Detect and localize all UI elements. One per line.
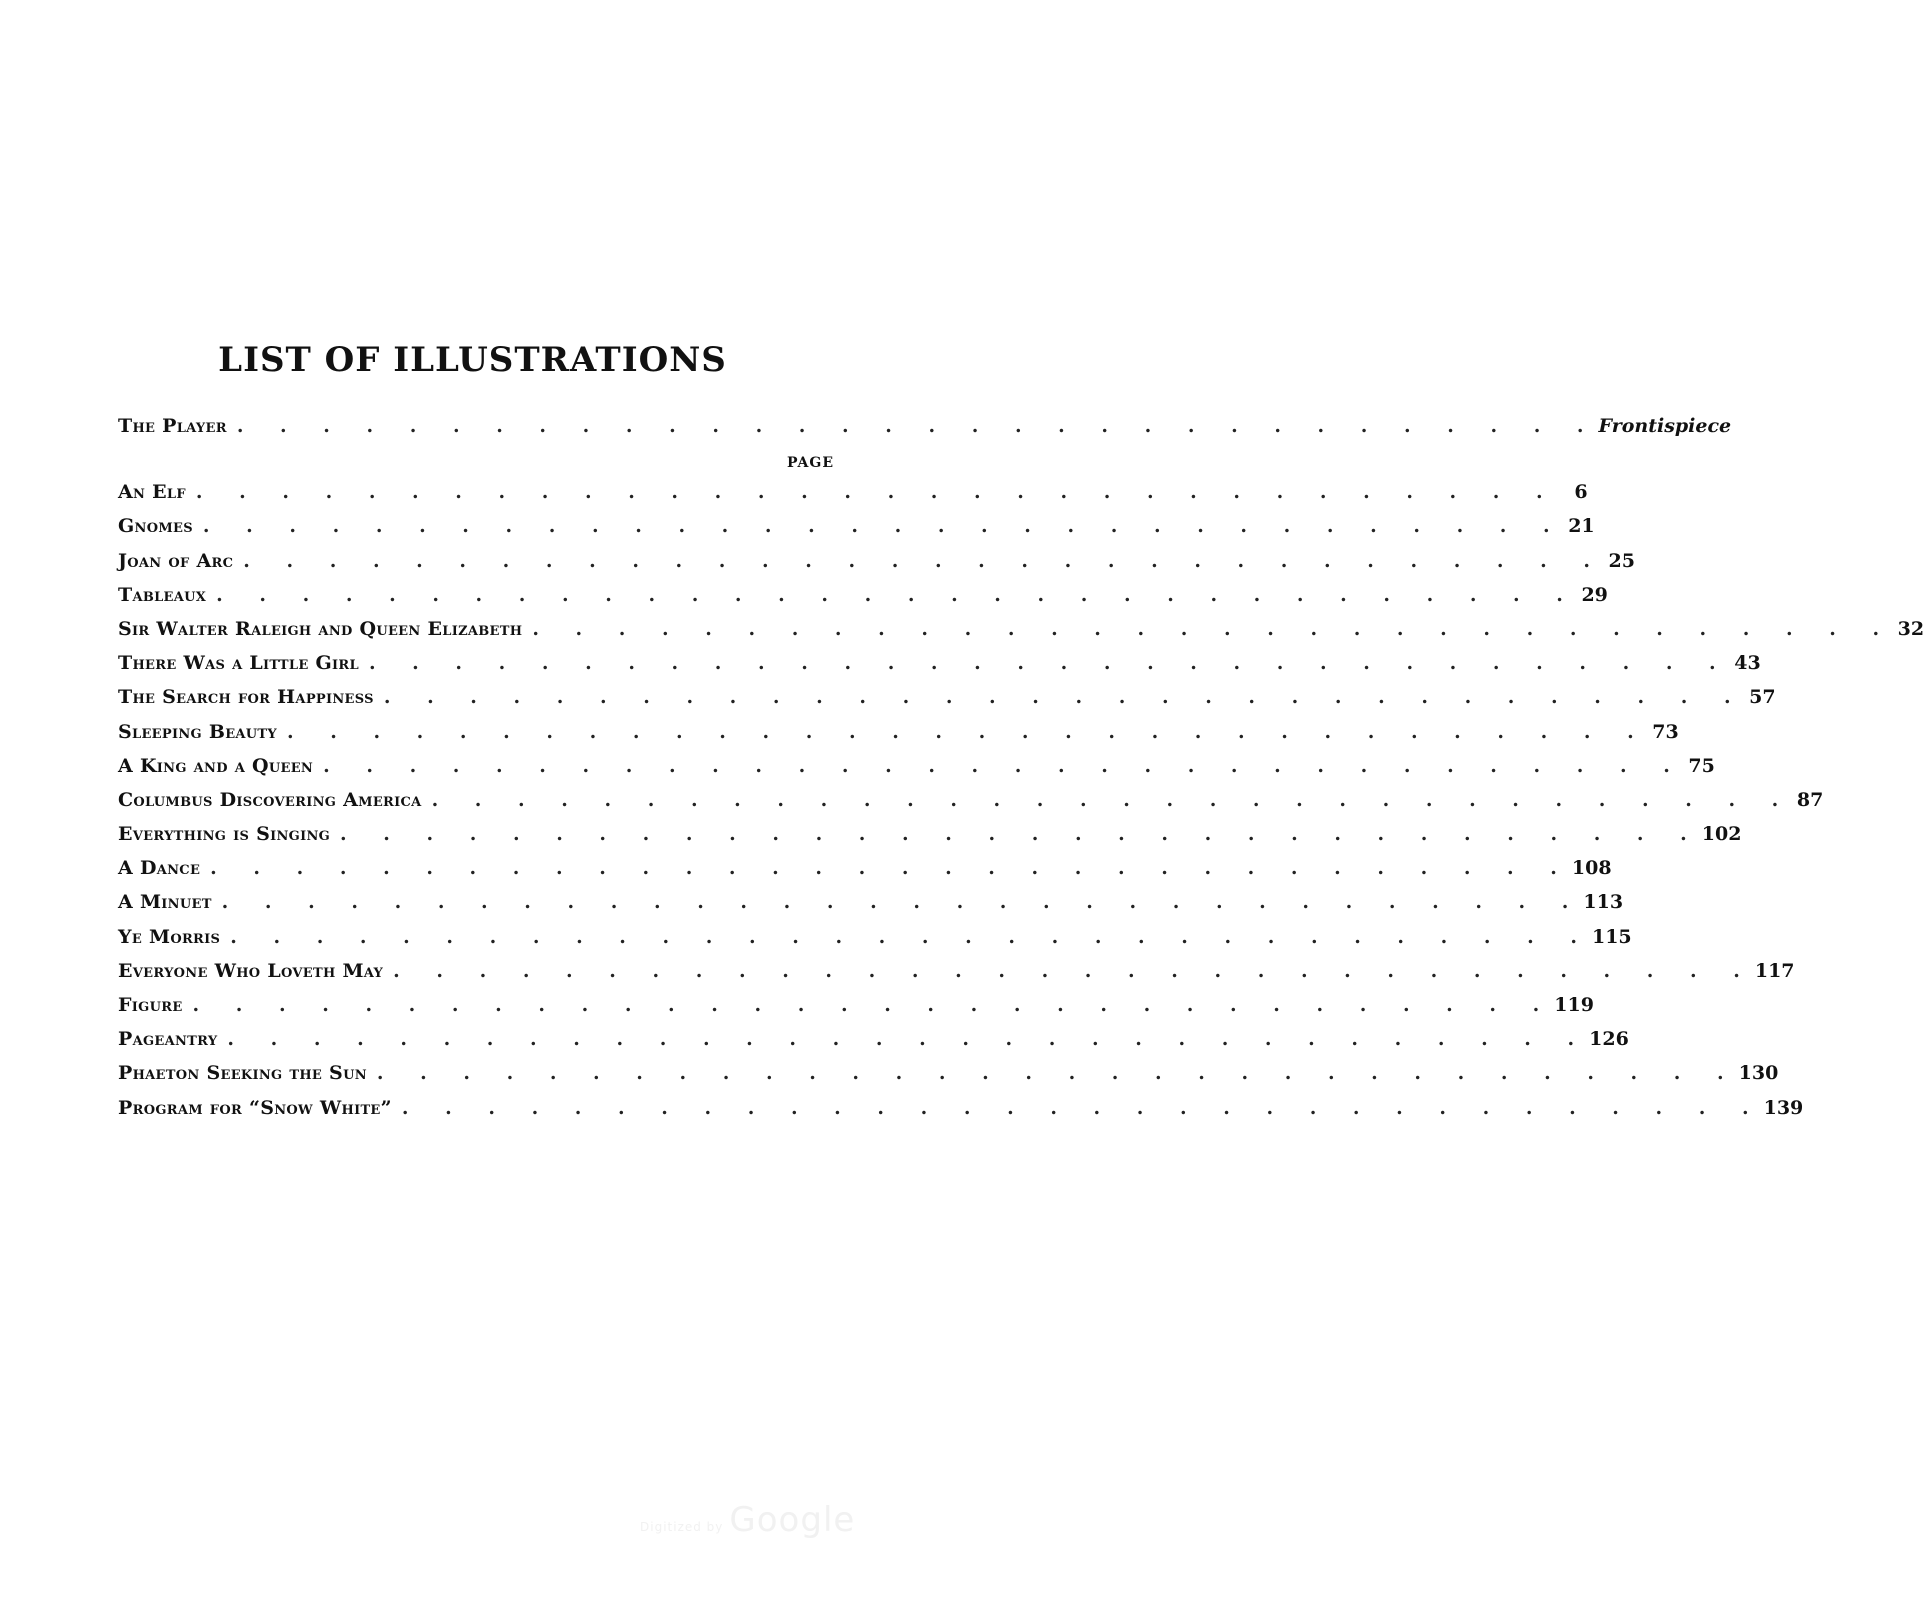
entry-title: There Was a Little Girl — [118, 652, 359, 675]
list-item — [118, 959, 1795, 994]
entry-title: Gnomes — [118, 515, 193, 538]
watermark-prefix: Digitized by — [640, 1520, 724, 1534]
leader-dots: . . . . . . . . . . . . . . . . . . . . . . . . . . . . . . . . — [323, 754, 1685, 777]
list-item — [118, 549, 1635, 584]
entry-page-number: 75 — [1688, 754, 1715, 777]
illustrations-list — [118, 415, 1924, 1131]
page-title: LIST OF ILLUSTRATIONS — [218, 340, 727, 380]
entry-title: Everything is Singing — [118, 823, 331, 846]
leader-dots: . . . . . . . . . . . . . . . . . . . . . . . . . . . . . . . . — [401, 1096, 1764, 1119]
entry-page-number: 87 — [1796, 788, 1824, 811]
entry-page-number: 113 — [1583, 891, 1624, 914]
list-item — [118, 857, 1612, 891]
entry-page-number: 130 — [1738, 1062, 1779, 1085]
list-item — [118, 925, 1632, 960]
entry-title: Tableaux — [118, 583, 207, 606]
leader-dots: . . . . . . . . . . . . . . . . . . . . . . . . . . . . . . . . — [221, 891, 1584, 914]
leader-dots: . . . . . . . . . . . . . . . . . . . . . . . . . . . . . . . . — [393, 959, 1755, 982]
entry-title: A King and a Queen — [118, 754, 314, 777]
frontispiece-label: Frontispiece — [1598, 415, 1732, 437]
entry-title: Everyone Who Loveth May — [118, 959, 384, 982]
list-item — [118, 481, 1588, 515]
entry-page-number: 21 — [1568, 515, 1595, 538]
entry-title: Ye Morris — [118, 925, 221, 948]
page-column-header: PAGE — [787, 455, 834, 472]
entry-page-number: 57 — [1749, 686, 1776, 709]
leader-dots: . . . . . . . . . . . . . . . . . . . . . . . . . . . . . . . . — [532, 617, 1895, 640]
leader-dots: . . . . . . . . . . . . . . . . . . . . . . . . . . . . . . . . — [243, 549, 1605, 572]
entry-title: Figure — [118, 994, 183, 1016]
entry-page-number: 32 — [1897, 617, 1924, 640]
leader-dots: . . . . . . . . . . . . . . . . . . . . . . . . . . . . . . . . — [227, 1028, 1590, 1051]
list-item — [118, 1028, 1629, 1062]
list-item — [118, 686, 1776, 720]
entry-title: Sleeping Beauty — [118, 720, 277, 743]
entry-title: The Search for Happiness — [118, 686, 374, 709]
entry-title: Phaeton Seeking the Sun — [118, 1062, 367, 1085]
leader-dots: . . . . . . . . . . . . . . . . . . . . . . . . . . . . . . . . — [195, 481, 1558, 504]
entry-page-number: 29 — [1581, 583, 1608, 606]
watermark — [640, 1500, 855, 1540]
list-item — [118, 617, 1924, 652]
entry-page-number: 73 — [1652, 720, 1679, 743]
entry-page-number: 6 — [1574, 481, 1588, 504]
entry-page-number: 119 — [1554, 994, 1594, 1016]
list-item — [118, 891, 1624, 925]
entry-page-number: 115 — [1591, 925, 1632, 948]
entry-title: Pageantry — [118, 1028, 218, 1051]
leader-dots: . . . . . . . . . . . . . . . . . . . . . . . . . . . . . . . . — [216, 583, 1578, 606]
leader-dots: . . . . . . . . . . . . . . . . . . . . . . . . . . . . . . . . — [210, 857, 1572, 880]
leader-dots: . . . . . . . . . . . . . . . . . . . . . . . . . . . . . . . . — [286, 720, 1649, 743]
list-item — [118, 1096, 1804, 1131]
entry-title: A Minuet — [118, 891, 212, 914]
leader-dots: . . . . . . . . . . . . . . . . . . . . . . . . . . . . . . . . — [376, 1062, 1739, 1085]
entry-title: The Player — [118, 415, 227, 437]
entry-page-number: 102 — [1701, 823, 1742, 846]
list-item — [118, 1062, 1779, 1096]
entry-page-number: 126 — [1589, 1028, 1629, 1051]
leader-dots: . . . . . . . . . . . . . . . . . . . . . . . . . . . . . . . . — [383, 686, 1746, 709]
list-item — [118, 788, 1824, 823]
list-item — [118, 994, 1594, 1028]
entry-page-number: 43 — [1734, 652, 1761, 675]
leader-dots: . . . . . . . . . . . . . . . . . . . . . . . . . . . . . . . . — [236, 415, 1599, 437]
leader-dots: . . . . . . . . . . . . . . . . . . . . . . . . . . . . . . . . — [230, 925, 1592, 948]
frontispiece-row — [118, 415, 1732, 449]
leader-dots: . . . . . . . . . . . . . . . . . . . . . . . . . . . . . . . . — [340, 823, 1702, 846]
leader-dots: . . . . . . . . . . . . . . . . . . . . . . . . . . . . . . . . — [192, 994, 1555, 1016]
leader-dots: . . . . . . . . . . . . . . . . . . . . . . . . . . . . . . . . — [368, 652, 1731, 675]
watermark-brand: Google — [729, 1500, 856, 1540]
entry-title: Sir Walter Raleigh and Queen Elizabeth — [118, 617, 523, 640]
list-item — [118, 515, 1595, 549]
entry-page-number: 139 — [1763, 1096, 1804, 1119]
entry-page-number: 117 — [1754, 959, 1795, 982]
entry-page-number: 25 — [1608, 549, 1635, 572]
entries-list — [118, 481, 1924, 1131]
list-item — [118, 823, 1742, 857]
entry-title: Program for “Snow White” — [118, 1096, 392, 1119]
entry-title: Columbus Discovering America — [118, 788, 422, 811]
leader-dots: . . . . . . . . . . . . . . . . . . . . . . . . . . . . . . . . — [202, 515, 1565, 538]
list-item — [118, 652, 1761, 686]
list-item — [118, 583, 1608, 618]
list-item — [118, 720, 1679, 755]
entry-title: An Elf — [118, 481, 186, 504]
leader-dots: . . . . . . . . . . . . . . . . . . . . . . . . . . . . . . . . — [431, 788, 1794, 811]
entry-page-number: 108 — [1571, 857, 1612, 880]
entry-title: A Dance — [118, 857, 201, 880]
list-item — [118, 754, 1715, 789]
entry-title: Joan of Arc — [118, 549, 234, 572]
